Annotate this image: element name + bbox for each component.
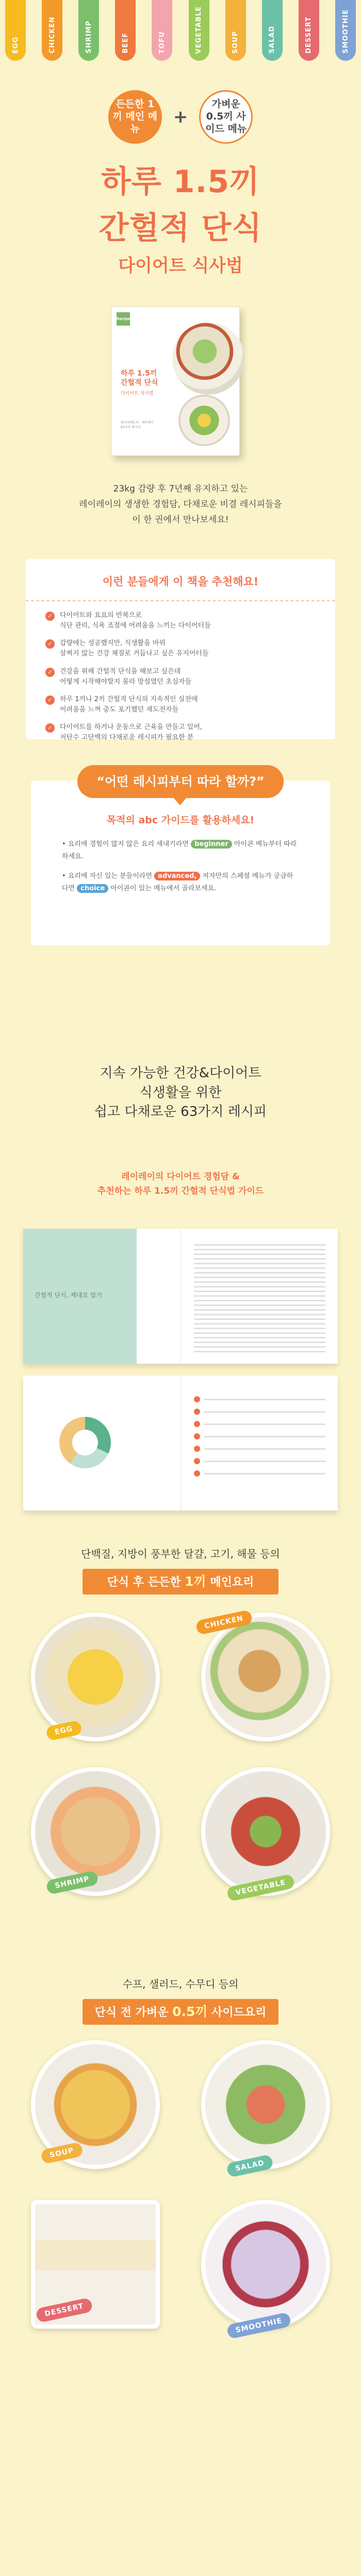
tag-label: SMOOTHIE (341, 9, 350, 54)
check-icon: ✓ (45, 639, 55, 649)
reco-text: 다이어트와 요요의 반복으로 (60, 612, 142, 619)
guide-line2: 추천하는 하루 1.5끼 간헐적 단식법 가이드 (97, 1186, 264, 1197)
side-menu-badge: 가벼운 0.5끼 사이드 메뉴 (199, 90, 253, 144)
advanced-badge: advanced, (154, 872, 200, 880)
question-bubble: “어떤 레시피부터 따라 할까?” (77, 765, 284, 798)
spread-right-page (180, 1229, 338, 1364)
abc-text: 요리에 자신 있는 분들이라면 (68, 872, 152, 880)
bowl-image (178, 395, 230, 446)
book-spread-preview-1 (23, 1229, 338, 1364)
bar-text: 단식 후 든든한 (107, 1576, 185, 1589)
soup-label: SOUP (40, 2142, 84, 2164)
text-placeholder-lines (194, 1244, 325, 1355)
check-icon: ✓ (45, 668, 55, 677)
panel-label: 간헐적 단식, 제대로 알기 (35, 1292, 103, 1299)
book-author: 레시피팩토리 · 레이레이 (121, 421, 154, 425)
tag-label: BEEF (121, 32, 129, 54)
shrimp-label: SHRIMP (45, 1870, 99, 1895)
tag-label: CHICKEN (48, 16, 56, 54)
tag-soup (225, 0, 246, 61)
recommend-box (26, 559, 335, 742)
spread-left-page (23, 1376, 180, 1511)
reco-text: 갑량에는 성공했지만, 식생활을 바꿔 (60, 639, 166, 648)
abc-text: 아이콘 메뉴부터 따라 하세요. (62, 840, 297, 861)
chicken-dish-image (201, 1613, 330, 1741)
publisher-logo: Recipe factory (117, 312, 130, 326)
bar-highlight: 1끼 (185, 1574, 206, 1589)
sus-line1: 지속 가능한 건강&다이어트 (100, 1065, 261, 1081)
smoothie-label: SMOOTHIE (226, 2312, 291, 2339)
tag-dessert (299, 0, 319, 61)
tag-label: SHRIMP (85, 21, 93, 54)
book-cover (111, 307, 240, 456)
tag-tofu (152, 0, 172, 61)
abc-body: • 요리에 경험이 많지 않은 요리 새내기라면 beginner 아이콘 메뉴부터 따라 하세요. • 요리에 자신 있는 분들이라면 advanced, 저자만의 스페셜 메뉴가 궁금하다면 choice 아이콘이 있는 메뉴에서 골라보세요. (62, 840, 297, 893)
list-item (45, 638, 316, 659)
abc-text: 아이콘이 있는 메뉴에서 골라보세요. (110, 885, 217, 893)
plus-sign: + (173, 107, 188, 127)
main-menu-bar (83, 1569, 278, 1595)
reco-text: 다이어트를 하거나 운동으로 근육을 만들고 있어, (60, 723, 202, 732)
category-tag-ribbon (0, 0, 361, 72)
list-item (45, 611, 316, 631)
tag-salad (262, 0, 283, 61)
book-recipe-count: 63가지 레시피 (121, 426, 141, 429)
guide-line1: 레이레이의 다이어트 경험담 & (121, 1172, 240, 1182)
book-cover-title (121, 369, 172, 396)
side-menu-subtitle: 수프, 샐러드, 수무디 등의 (122, 1978, 239, 1990)
recommend-title: 이런 분들에게 이 책을 추천해요! (102, 575, 259, 588)
bar-text: 메인요리 (206, 1576, 254, 1589)
bar-highlight: 0.5끼 (172, 2004, 208, 2019)
sustainable-heading (0, 1064, 361, 1122)
book-meta (121, 420, 177, 430)
hero-title-line1: 하루 1.5끼 (101, 164, 260, 200)
numbered-list-image (194, 1396, 325, 1483)
tag-beef (115, 0, 136, 61)
chicken-label: CHICKEN (195, 1609, 253, 1635)
reco-text: 어려움을 느껴 중도 포기했던 재도전자들 (60, 705, 179, 714)
reco-text: 살찌지 않는 건강 체질로 거듭나고 싶은 유지어터들 (60, 650, 209, 658)
list-item (45, 722, 316, 743)
hero-title-line2: 간헐적 단식 (99, 210, 262, 246)
choice-badge: choice (77, 884, 108, 893)
intro-text (0, 482, 361, 528)
intro-line2: 레이레이의 생생한 경험담, 다채로운 비결 레시피들을 (79, 499, 282, 510)
tag-label: DESSERT (305, 16, 313, 54)
main-menu-badge: 든든한 1끼 메인 메뉴 (108, 90, 162, 144)
abc-text: 저자만의 스페셜 메뉴가 궁금하다면 (62, 872, 293, 893)
reco-text: 하루 1끼나 2끼 간헐적 단식의 지속적인 실천에 (60, 695, 198, 703)
book-title-line2: 간헐적 단식 (121, 379, 158, 387)
main-menu-subtitle: 단백질, 지방이 풍부한 달걀, 고기, 해물 등의 (81, 1548, 280, 1560)
menu-badge-row (0, 90, 361, 144)
tag-chicken (42, 0, 62, 61)
reco-text: 어떻게 시작해야할지 몰라 망설였던 초심자들 (60, 677, 192, 686)
tag-shrimp (78, 0, 99, 61)
salad-dish-image (201, 2040, 330, 2169)
egg-label: EGG (45, 1720, 83, 1741)
book-subtitle: 다이어트 식사법 (121, 391, 154, 397)
salad-plate-image (172, 323, 244, 395)
tag-label: TOFU (158, 31, 166, 54)
spread-left-page (23, 1229, 180, 1364)
vegetable-label: VEGETABLE (226, 1874, 296, 1902)
tag-vegetable (189, 0, 209, 61)
dessert-label: DESSERT (35, 2297, 93, 2323)
bar-text: 단식 전 가벼운 (94, 2006, 173, 2019)
list-item (45, 694, 316, 715)
spread-right-page (180, 1376, 338, 1511)
smoothie-dish-image (201, 2200, 330, 2329)
intro-line1: 23kg 감량 후 7년째 유지하고 있는 (113, 484, 248, 494)
dashed-divider (26, 600, 335, 601)
vegetable-dish-image (201, 1767, 330, 1896)
list-item (45, 667, 316, 687)
book-spread-preview-2 (23, 1376, 338, 1511)
side-menu-bar (83, 1999, 278, 2025)
tag-label: VEGETABLE (195, 6, 203, 54)
beginner-badge: beginner (191, 840, 232, 849)
bar-text: 사이드요리 (207, 2006, 267, 2019)
abc-guide-box (31, 774, 330, 945)
green-panel (23, 1229, 137, 1364)
recommend-list (26, 611, 335, 743)
reco-text: 식단 관리, 식욕 조절에 어려움을 느끼는 다이어터들 (60, 622, 211, 630)
sus-line2: 식생활을 위한 (139, 1084, 222, 1100)
tag-label: SOUP (232, 30, 240, 54)
check-icon: ✓ (45, 612, 55, 621)
salad-label: SALAD (226, 2154, 274, 2178)
reco-text: 저탄수 고단백의 다채로운 레시피가 필요한 분 (60, 734, 194, 742)
check-icon: ✓ (45, 696, 55, 705)
hero-subtitle: 다이어트 식사법 (118, 256, 243, 276)
book-title-line1: 하루 1.5끼 (121, 369, 157, 378)
guide-heading (0, 1170, 361, 1198)
tag-egg (5, 0, 26, 61)
tag-label: EGG (11, 36, 20, 54)
book-cover-area (0, 301, 361, 471)
egg-dish-image (31, 1613, 160, 1741)
abc-text: 요리에 경험이 많지 않은 요리 새내기라면 (68, 840, 189, 848)
check-icon: ✓ (45, 723, 55, 733)
intro-line3: 이 한 권에서 만나보세요! (132, 514, 229, 525)
donut-chart-image (59, 1417, 111, 1468)
reco-text: 건강을 위해 간헐적 단식을 해보고 싶은데 (60, 667, 181, 675)
sus-line3: 쉽고 다채로운 63가지 레시피 (94, 1104, 267, 1120)
tag-smoothie (335, 0, 356, 61)
tag-label: SALAD (268, 26, 276, 54)
abc-subtitle: 목적의 abc 가이드를 활용하세요! (106, 815, 255, 826)
